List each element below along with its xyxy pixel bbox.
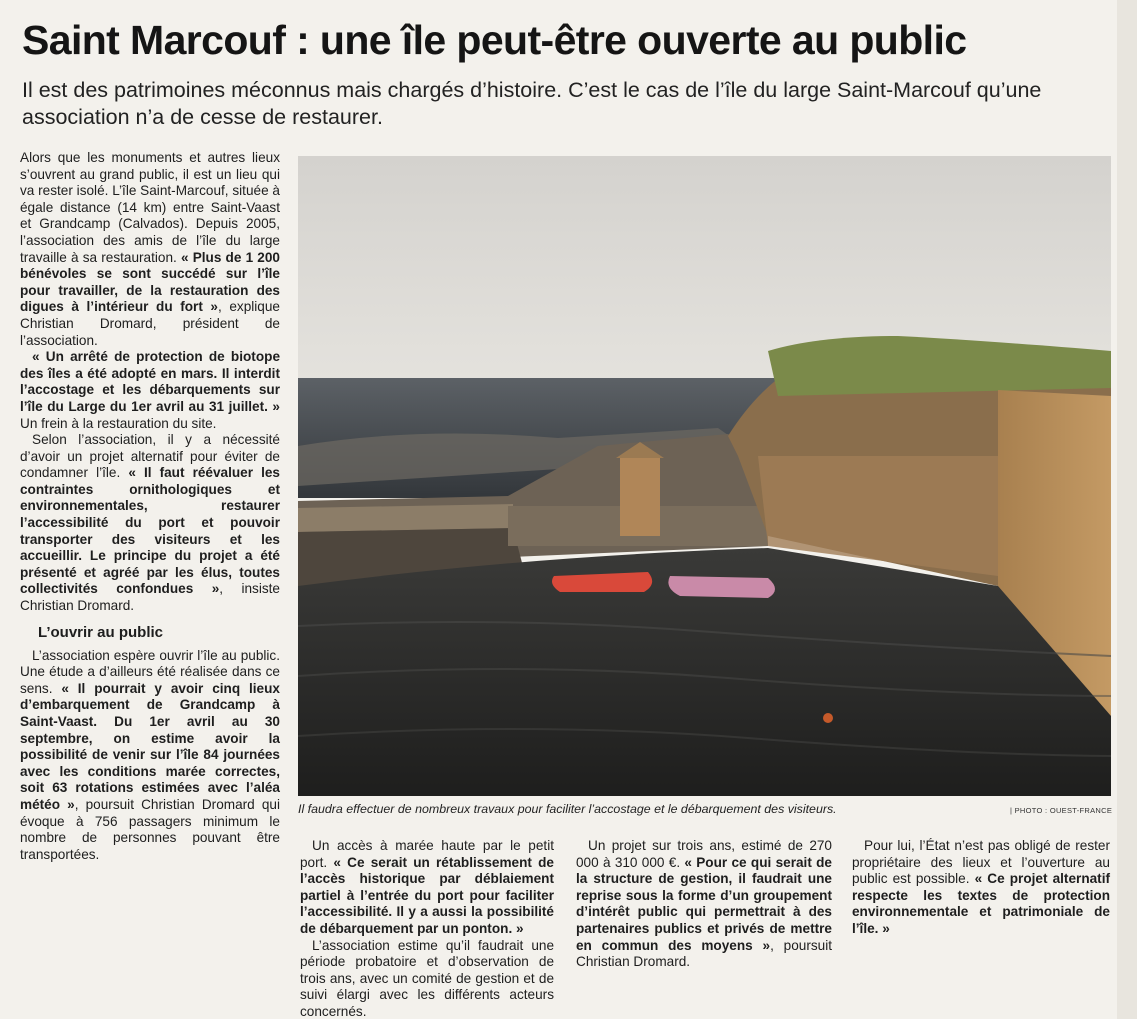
article-standfirst: Il est des patrimoines méconnus mais chargés d’histoire. C’est le cas de l’île du large Saint-Marcouf qu’une association n’a de cesse de restaurer. [22,78,1042,129]
quote-run: « Il pourrait y avoir cinq lieux d’embarquement de Grandcamp à Saint-Vaast. Du 1er avril au 30 septembre, on estime avoir la possibilité de venir sur l’île 84 journées avec les conditions marée correctes, soit 63 rotations estimées avec l’aléa météo » [20,680,280,812]
paragraph-2 [20,349,280,432]
text-column-4 [852,838,1110,938]
paragraph-6: L’association estime qu’il faudrait une période probatoire et d’observation de trois ans, avec un comité de gestion et de suivi élargi avec les différents acteurs concernés. [300,937,554,1019]
paragraph-5 [300,838,554,938]
paragraph-8 [852,838,1110,938]
quote-run: « Ce projet alternatif respecte les textes de protection environnementale et patrimoniale de l’île. » [852,871,1111,936]
fort-harbour-photo [298,156,1111,796]
text-run: , poursuit Christian Dromard. [576,937,832,970]
paragraph-7 [576,838,832,971]
text-run: , insiste Christian Dromard. [20,581,280,614]
pink-boat [668,576,775,598]
text-column-1 [20,150,280,863]
section-subhead: L’ouvrir au public [38,623,164,641]
quote-run: « Il faut réévaluer les contraintes ornithologiques et environnementales, restaurer l’accessibilité du port et pouvoir transporter des visiteurs et les accueillir. Le principe du projet a été présenté et agréé par les élus, toutes collectivités confondues » [20,465,280,597]
text-column-3 [576,838,832,971]
photo-illustration [298,156,1111,796]
text-run: Pour lui, l’État n’est pas obligé de rester propriétaire des lieux et l’ouverture au public est possible. [852,838,1110,887]
text-run: , poursuit Christian Dromard qui évoque à 756 passagers minimum le nombre de personnes pouvant être transportées. [20,796,280,862]
quote-run: « Plus de 1 200 bénévoles se sont succédé sur l’île pour travailler, de la restauration des digues à l’intérieur du fort » [20,249,280,315]
text-run: Un accès à marée haute par le petit port. [300,838,554,870]
text-column-2 [300,838,554,1019]
text-run: L’association espère ouvrir l’île au public. Une étude a d’ailleurs été réalisée dans ce sens. [20,647,280,696]
jetty-top [298,504,513,532]
paragraph-3 [20,432,280,615]
photo-caption: Il faudra effectuer de nombreux travaux pour faciliter l’accostage et le débarquement des visiteurs. [298,802,837,816]
text-run: , explique Christian Dromard, président de l’association. [20,299,280,348]
text-run: Alors que les monuments et autres lieux s’ouvrent au grand public, il est un lieu qui va rester isolé. L’île Saint-Marcouf, située à égale distance (14 km) entre Saint-Vaast et Grandcamp (Calvados). Depuis 2005, l’association des amis de l’île du large travaille à sa restauration. [20,150,280,265]
buoy [823,713,833,723]
quote-run: « Pour ce qui serait de la structure de gestion, il faudrait une reprise sous la forme d’un groupement d’intérêt public qui permettrait à des partenaires publics et privés de mettre en commun des moyens » [576,854,832,953]
article-headline: Saint Marcouf : une île peut-être ouverte au public [22,17,967,63]
photo-credit: | PHOTO : OUEST-FRANCE [1010,806,1113,815]
quote-run: « Ce serait un rétablissement de l’accès historique par déblaiement partiel à l’entrée du port pour faciliter l’accessibilité. Il y a aussi la possibilité de débarquement par un ponton. » [300,854,554,936]
text-run: Selon l’association, il y a nécessité d’avoir un projet alternatif pour éviter de condamner l’île. [20,432,280,481]
paragraph-4 [20,648,280,864]
quote-run: « Un arrêté de protection de biotope des îles a été adopté en mars. Il interdit l’accostage et les débarquements sur l’île du Large du 1er avril au 31 juillet. » [20,349,280,414]
paragraph-1 [20,150,280,349]
text-run: Un projet sur trois ans, estimé de 270 000 à 310 000 €. [576,838,832,870]
round-tower [620,448,660,536]
page-fold-edge [1117,0,1137,1019]
text-run: Un frein à la restauration du site. [20,415,217,431]
